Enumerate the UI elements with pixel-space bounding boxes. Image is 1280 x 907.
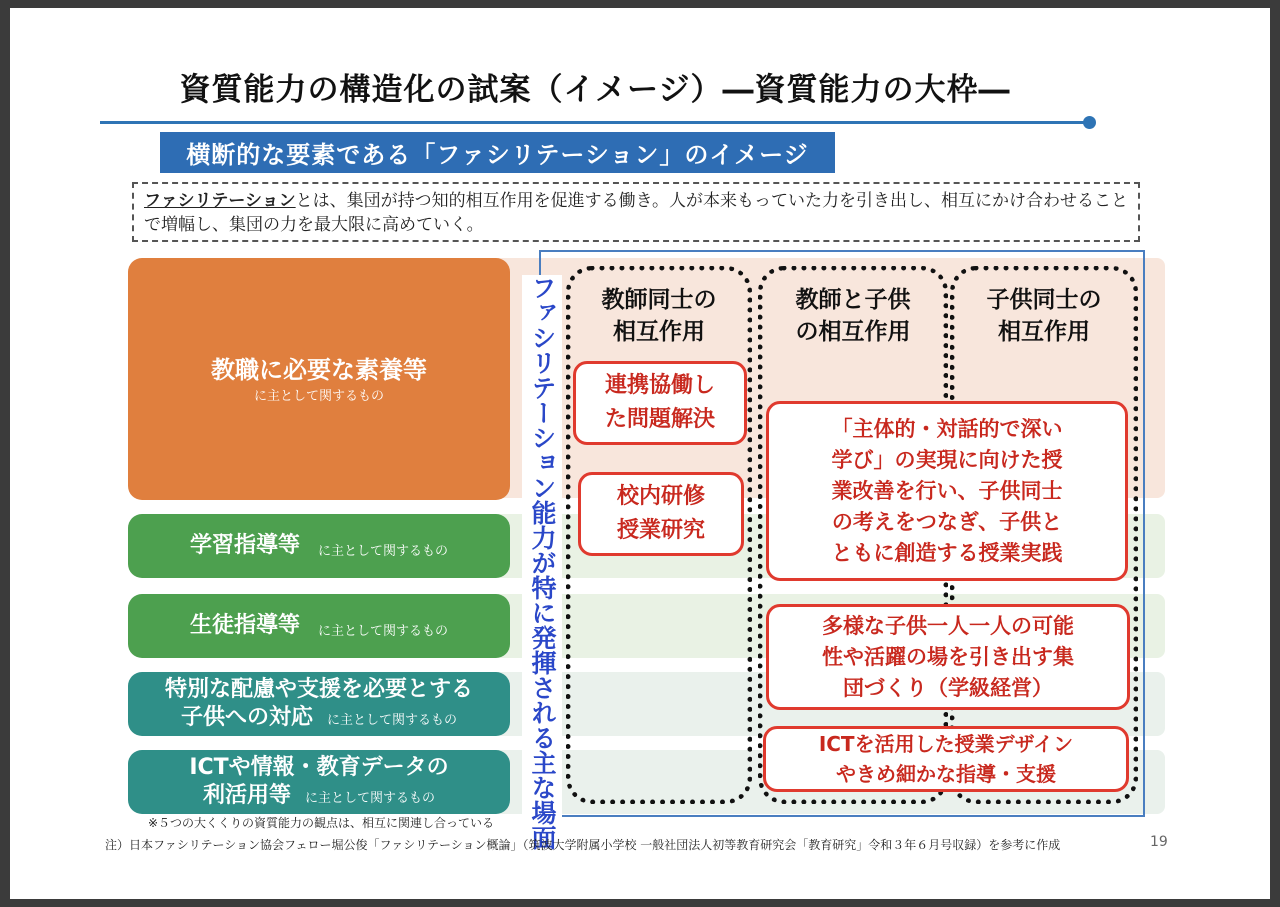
footnote-source: 注）日本ファシリテーション協会フェロー堀公俊「ファシリテーション概論」（筑波大学附属小学校 一般社団法人初等教育研究会「教育研究」令和３年６月号収録）を参考に作成 — [105, 838, 1061, 852]
box-renkei-line1: 連携協働し — [604, 373, 715, 398]
box-ict-line2: やきめ細かな指導・支援 — [836, 762, 1056, 786]
box-ict-line1: ICTを活用した授業デザイン — [818, 732, 1074, 756]
box-kounai — [578, 472, 744, 556]
category-seito — [128, 594, 510, 658]
vertical-label: ファシリテーション能力が特に発揮される主な場面 — [522, 275, 562, 850]
column-header-line1: 教師同士の — [601, 287, 717, 313]
box-shutai-line5: ともに創造する授業実践 — [831, 540, 1063, 565]
column-header-line2: 相互作用 — [613, 319, 705, 345]
category-ict-line2: 利活用等 — [202, 783, 291, 808]
column-header-line2: 相互作用 — [998, 319, 1090, 345]
category-gakushu-label: 学習指導等 — [189, 533, 300, 558]
box-kounai-line1: 校内研修 — [616, 484, 705, 509]
box-shutai — [766, 401, 1128, 581]
category-tokubetsu-line2: 子供への対応 — [180, 705, 313, 730]
box-renkei-line2: た問題解決 — [604, 407, 715, 432]
box-tayou-line1: 多様な子供一人一人の可能 — [822, 613, 1074, 638]
box-shutai-line1: 「主体的・対話的で深い — [831, 416, 1063, 441]
box-renkei — [573, 361, 747, 445]
category-tokubetsu — [128, 672, 510, 736]
category-ict-line1: ICTや情報・教育データの — [189, 755, 449, 780]
box-kounai-line2: 授業研究 — [616, 518, 705, 543]
column-header-line2: の相互作用 — [795, 319, 911, 345]
column-header-line1: 子供同士の — [986, 287, 1102, 313]
category-kyoshoku — [128, 258, 510, 500]
category-seito-label: 生徒指導等 — [189, 613, 300, 638]
definition-text: とは、集団が持つ知的相互作用を促進する働き。人が本来もっていた力を引き出し、相互にかけ合わせることで増幅し、集団の力を最大限に高めていく。 — [144, 191, 1128, 235]
definition-term: ファシリテーション — [144, 191, 296, 211]
category-gakushu — [128, 514, 510, 578]
column-header-child-child — [955, 284, 1133, 348]
box-tayou-line3: 団づくり（学級経営） — [843, 675, 1053, 700]
page-title: 資質能力の構造化の試案（イメージ）―資質能力の大枠― — [179, 72, 1011, 108]
page-number: 19 — [1150, 834, 1168, 850]
category-kyoshoku-sub: に主として関するもの — [253, 388, 384, 404]
box-shutai-line4: の考えをつなぎ、子供と — [831, 509, 1063, 534]
category-ict-sub: に主として関するもの — [305, 791, 436, 806]
subtitle-banner: 横断的な要素である「ファシリテーション」のイメージ — [160, 132, 835, 173]
footnote-relation: ※５つの大くくりの資質能力の観点は、相互に関連し合っている — [148, 816, 495, 830]
category-tokubetsu-line1: 特別な配慮や支援を必要とする — [164, 677, 473, 702]
definition-box — [132, 182, 1140, 242]
column-header-teacher-teacher — [571, 284, 747, 348]
column-header-line1: 教師と子供 — [795, 287, 911, 313]
category-seito-sub: に主として関するもの — [318, 623, 449, 639]
box-tayou — [766, 604, 1130, 710]
category-kyoshoku-label: 教職に必要な素養等 — [211, 355, 427, 384]
box-shutai-line2: 学び」の実現に向けた授 — [831, 447, 1063, 472]
box-tayou-line2: 性や活躍の場を引き出す集 — [822, 644, 1074, 669]
category-gakushu-sub: に主として関するもの — [318, 543, 449, 559]
box-ict — [763, 726, 1129, 792]
box-shutai-line3: 業改善を行い、子供同士 — [831, 478, 1063, 503]
category-tokubetsu-sub: に主として関するもの — [327, 713, 458, 728]
column-header-teacher-child — [763, 284, 943, 348]
title-underline-dot — [1083, 116, 1096, 129]
category-ict — [128, 750, 510, 814]
title-underline — [100, 121, 1090, 124]
